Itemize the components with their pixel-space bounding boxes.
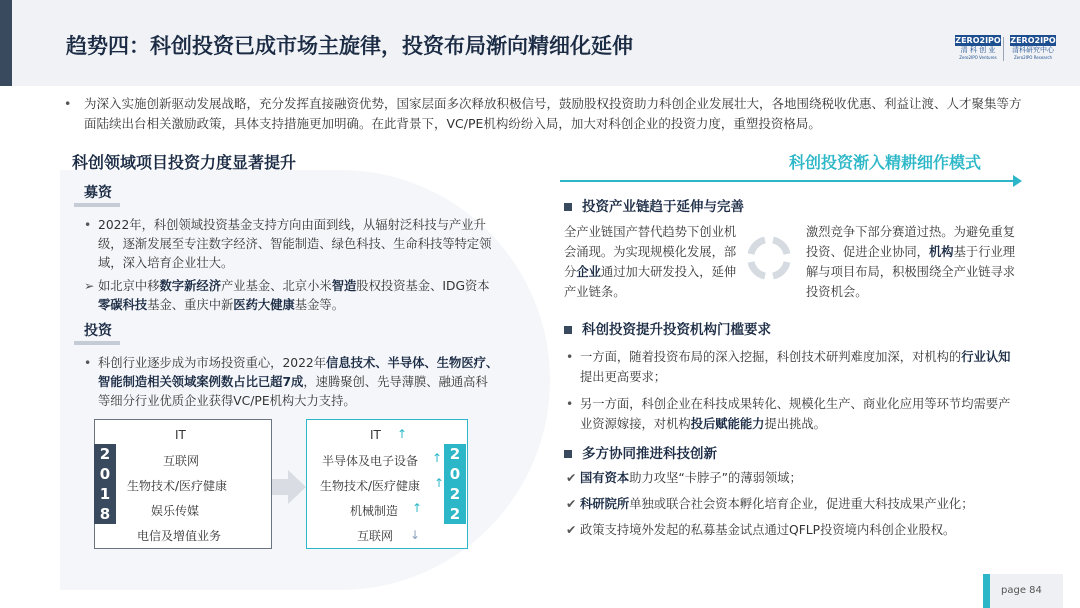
bullet-dot: • [84, 218, 92, 232]
text-run: 一方面，随着投资布局的深入挖掘，科创技术研判难度加深，对机构的 [580, 350, 962, 364]
year-digit: 8 [99, 505, 111, 523]
highlight-post-investment: 投后赋能能力 [690, 417, 765, 431]
square-bullet-icon [564, 450, 572, 458]
logo-badge: ZERO2IPO [1010, 36, 1056, 45]
fundraising-paragraph-2 [84, 277, 500, 315]
text-run: 提出挑战。 [764, 417, 826, 431]
section-title-text: 多方协同推进科技创新 [582, 446, 717, 462]
rank-2022-item-2: 半导体及电子设备 [322, 454, 419, 468]
square-bullet-icon [564, 203, 572, 211]
logo-subtitle: Zero2IPO Ventures [959, 55, 997, 60]
intro-text: 为深入实施创新驱动发展战略，充分发挥直接融资优势，国家层面多次释放积极信号，鼓励股权投资助力科创企业发展壮大，各地围绕税收优惠、利益让渡、人才聚集等方面陆续出台相关激励政策，具体支持措施更加明确。在此背景下，VC/PE机构纷纷入局，加大对科创企业的投资力度，重塑投资格局。 [84, 96, 1022, 131]
transition-arrow-icon [272, 470, 306, 504]
bullet-dot: • [64, 96, 72, 111]
logo-name: 清科研究中心 [1012, 46, 1054, 54]
rank-2022-item-5: 互联网 [357, 529, 394, 543]
investment-title: 投资 [84, 323, 112, 339]
page-badge-accent [983, 574, 990, 608]
highlight-zero-carbon: 零碳科技 [98, 298, 148, 312]
text-run: 提出更高要求； [580, 370, 667, 384]
rank-2018-item-5: 电信及增值业务 [137, 529, 222, 543]
collaboration-item-2 [566, 494, 1020, 514]
threshold-bullet-1 [566, 347, 1020, 387]
year-2018-bar [94, 444, 116, 524]
logo-subtitle: Zero2IPO Research [1013, 55, 1053, 60]
year-digit: 1 [99, 485, 111, 503]
subhead-underline [74, 203, 120, 207]
rank-2022-item-1: IT [370, 428, 381, 442]
arrow-up-icon: ↑ [412, 501, 423, 515]
page-number: page 84 [1001, 585, 1042, 596]
arrow-down-icon: ↓ [410, 528, 421, 542]
highlight-pharma-health: 医药大健康 [233, 298, 295, 312]
investment-paragraph [84, 354, 500, 411]
highlight-industry-knowledge: 行业认知 [961, 350, 1011, 364]
collaboration-item-3 [566, 520, 1020, 540]
text-run: 基于行业理解与项目布局，积极围绕全产业链寻求投资机会。 [806, 245, 1016, 299]
rank-2018-item-3: 生物技术/医疗健康 [127, 479, 228, 493]
section-threshold-title [564, 318, 771, 338]
bullet-dot: • [566, 350, 574, 364]
text-run: 产业基金、北京小米 [221, 279, 332, 293]
text-run: 全产业链国产替代趋势下创业机会涌现。为实现规模化发展，部分 [564, 225, 737, 279]
square-bullet-icon [564, 326, 572, 334]
rank-2018-item-1: IT [175, 428, 186, 442]
highlight-state-capital: 国有资本 [580, 471, 630, 485]
year-digit: 2 [449, 485, 461, 503]
year-digit: 2 [449, 505, 461, 523]
highlight-smart-manufacturing: 智造 [331, 279, 357, 293]
text-run: 如北京中移 [98, 279, 160, 293]
cycle-arrows-icon [743, 232, 795, 284]
highlight-enterprise: 企业 [576, 265, 601, 279]
year-digit: 0 [99, 465, 111, 483]
bullet-dot: • [84, 356, 92, 370]
text-run: ，速腾聚创、先导薄膜、融通高科等细分行业优质企业获得VC/PE机构大力支持。 [98, 375, 488, 408]
text-run: 科创行业逐步成为市场投资重心，2022年 [98, 356, 327, 370]
arrow-up-icon: ↑ [397, 427, 408, 441]
intro-paragraph [64, 94, 1024, 134]
year-2022-bar [444, 444, 466, 524]
subhead-underline [74, 341, 120, 345]
text-run: 通过加大研发投入，延伸产业链条。 [564, 265, 737, 299]
year-digit: 2 [449, 445, 461, 463]
text-run: 激烈竞争下部分赛道过热。为避免重复投资、促进企业协同， [806, 225, 1016, 259]
text-run: 股权投资基金、IDG资本 [356, 279, 490, 293]
text-run: 政策支持境外发起的私募基金试点通过QFLP投资境内科创企业股权。 [580, 523, 956, 537]
fundraising-title: 募资 [84, 185, 112, 201]
text-run: 基金等。 [294, 298, 344, 312]
highlight-institution: 机构 [928, 245, 954, 259]
rank-2022-item-3: 生物技术/医疗健康 [320, 479, 421, 493]
page-title: 趋势四：科创投资已成市场主旋律，投资布局渐向精细化延伸 [66, 34, 633, 58]
heading-arrow-line [560, 180, 1016, 182]
right-section-heading: 科创投资渐入精耕细作模式 [789, 153, 982, 172]
checkmark-icon: ✔ [566, 497, 577, 511]
section-title-text: 科创投资提升投资机构门槛要求 [582, 322, 771, 338]
industry-chain-right-text [806, 222, 1018, 302]
logo-badge: ZERO2IPO [955, 36, 1001, 45]
text-run: 基金、重庆中新 [147, 298, 234, 312]
text-run: 助力攻坚“卡脖子”的薄弱领域； [629, 471, 802, 485]
logo-divider [1003, 37, 1004, 61]
rank-2018-item-2: 互联网 [163, 454, 200, 468]
threshold-bullet-2 [566, 394, 1020, 434]
collaboration-item-1 [566, 468, 1020, 488]
highlight-sectors: 信息技术、半导体、生物医疗、智能制造相关领域案例数占比已超7成 [98, 356, 499, 389]
zero2ipo-ventures-logo [955, 35, 1001, 61]
industry-chain-left-text [564, 222, 744, 302]
section-industry-chain-title [564, 195, 744, 215]
year-digit: 2 [99, 445, 111, 463]
header-accent-stripe [0, 0, 12, 86]
rank-2022-item-4: 机械制造 [350, 504, 399, 518]
highlight-research-institutes: 科研院所 [580, 497, 630, 511]
rank-2018-item-4: 娱乐传媒 [151, 504, 200, 518]
fundraising-paragraph-1 [84, 216, 500, 273]
chevron-right-icon: ➢ [84, 279, 95, 293]
left-section-heading: 科创领域项目投资力度显著提升 [72, 153, 297, 172]
zero2ipo-research-logo [1010, 35, 1056, 61]
bullet-dot: • [566, 397, 574, 411]
arrow-up-icon: ↑ [434, 476, 445, 490]
text-run: 另一方面，科创企业在科技成果转化、规模化生产、商业化应用等环节均需要产业资源嫁接，对机构 [580, 397, 1011, 431]
arrow-right-icon [1013, 175, 1022, 187]
section-title-text: 投资产业链趋于延伸与完善 [582, 199, 744, 215]
arrow-up-icon: ↑ [432, 451, 443, 465]
text-run: 单独或联合社会资本孵化培育企业，促进重大科技成果产业化； [629, 497, 974, 511]
highlight-digital-economy: 数字新经济 [159, 279, 221, 293]
logo-name: 清 科 创 业 [960, 46, 996, 54]
year-digit: 0 [449, 465, 461, 483]
checkmark-icon: ✔ [566, 523, 577, 537]
checkmark-icon: ✔ [566, 471, 577, 485]
fundraising-text-1: 2022年，科创领域投资基金支持方向由面到线，从辐射泛科技与产业升级，逐渐发展至专注数字经济、智能制造、绿色科技、生命科技等特定领域，深入培育企业壮大。 [98, 218, 492, 270]
section-collaboration-title [564, 442, 717, 462]
